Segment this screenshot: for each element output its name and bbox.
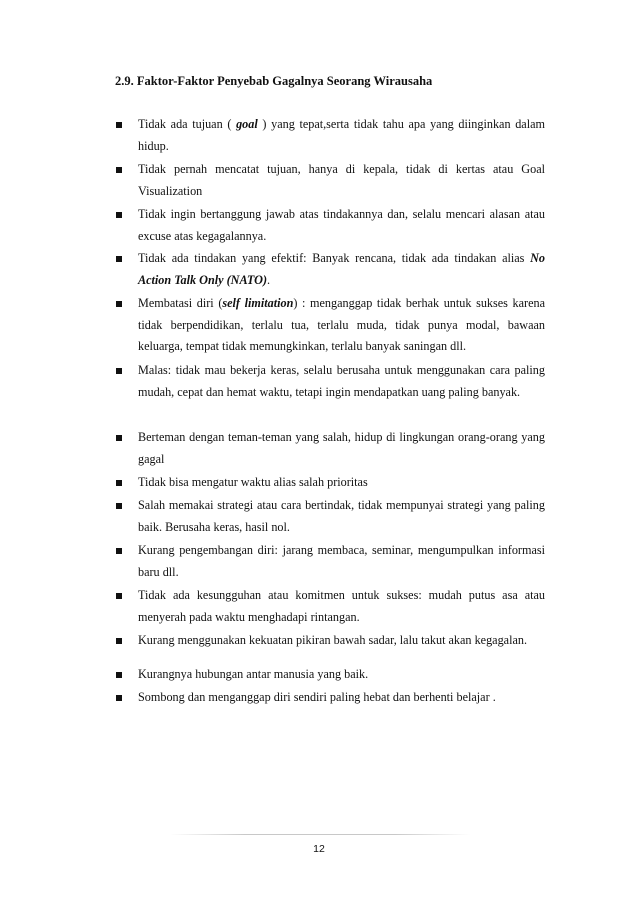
text-segment: Tidak ada tujuan ( bbox=[138, 117, 237, 131]
list-item-text bbox=[138, 114, 545, 157]
text-segment: Membatasi diri ( bbox=[138, 296, 223, 310]
list-item-text bbox=[138, 540, 545, 583]
list-item-text bbox=[138, 248, 545, 291]
square-bullet-icon bbox=[116, 638, 122, 644]
emphasis-text: self limitation bbox=[222, 296, 294, 310]
text-segment: Tidak ada tindakan yang efektif: Banyak rencana, tidak ada tindakan alias bbox=[138, 251, 531, 265]
list-item-text bbox=[138, 472, 545, 494]
list-item-text bbox=[138, 585, 545, 628]
list-item-text bbox=[138, 495, 545, 538]
list-item-text bbox=[138, 360, 545, 403]
list-item-text bbox=[138, 687, 545, 709]
emphasis-text: No Action Talk Only (NATO) bbox=[138, 251, 545, 287]
emphasis-text: goal bbox=[236, 117, 258, 131]
square-bullet-icon bbox=[116, 212, 122, 218]
text-segment: Kurang pengembangan diri: jarang membaca, seminar, mengumpulkan informasi baru dll. bbox=[138, 543, 545, 579]
square-bullet-icon bbox=[116, 672, 122, 678]
list-item-text bbox=[138, 293, 545, 358]
square-bullet-icon bbox=[116, 167, 122, 173]
text-segment: Kurang menggunakan kekuatan pikiran bawah sadar, lalu takut akan kegagalan. bbox=[138, 633, 528, 647]
text-segment: ) yang tepat,serta tidak tahu apa yang diinginkan dalam hidup. bbox=[138, 117, 545, 153]
text-segment: Tidak ingin bertanggung jawab atas tindakannya dan, selalu mencari alasan atau excuse atas kegagalannya. bbox=[138, 207, 545, 243]
square-bullet-icon bbox=[116, 368, 122, 374]
list-item-text bbox=[138, 159, 545, 202]
square-bullet-icon bbox=[116, 503, 122, 509]
square-bullet-icon bbox=[116, 122, 122, 128]
text-segment: Kurangnya hubungan antar manusia yang baik. bbox=[138, 667, 369, 681]
text-segment: Tidak bisa mengatur waktu alias salah prioritas bbox=[138, 475, 368, 489]
list-item-text bbox=[138, 664, 545, 686]
text-segment: Tidak pernah mencatat tujuan, hanya di kepala, tidak di kertas atau Goal Visualization bbox=[138, 162, 545, 198]
text-segment: Malas: tidak mau bekerja keras, selalu berusaha untuk menggunakan cara paling mudah, cepat dan hemat waktu, tetapi ingin mendapatkan uang paling banyak. bbox=[138, 363, 545, 399]
list-item-text bbox=[138, 427, 545, 470]
page-number: 12 bbox=[313, 843, 325, 855]
text-segment: Berteman dengan teman-teman yang salah, hidup di lingkungan orang-orang yang gagal bbox=[138, 430, 545, 466]
footer-divider bbox=[170, 834, 470, 835]
square-bullet-icon bbox=[116, 480, 122, 486]
square-bullet-icon bbox=[116, 301, 122, 307]
square-bullet-icon bbox=[116, 548, 122, 554]
list-item-text bbox=[138, 630, 545, 652]
list-item-text bbox=[138, 204, 545, 247]
square-bullet-icon bbox=[116, 593, 122, 599]
square-bullet-icon bbox=[116, 435, 122, 441]
text-segment: Sombong dan menganggap diri sendiri paling hebat dan berhenti belajar . bbox=[138, 690, 496, 704]
text-segment: Tidak ada kesungguhan atau komitmen untuk sukses: mudah putus asa atau menyerah pada waktu menghadapi rintangan. bbox=[138, 588, 545, 624]
text-segment: . bbox=[267, 272, 271, 287]
section-heading: 2.9. Faktor-Faktor Penyebab Gagalnya Seorang Wirausaha bbox=[115, 74, 433, 88]
square-bullet-icon bbox=[116, 256, 122, 262]
square-bullet-icon bbox=[116, 695, 122, 701]
text-segment: ) : menganggap tidak berhak untuk sukses karena tidak berpendidikan, terlalu tua, terlalu muda, tidak punya modal, bawaan keluarga, tempat tidak memungkinkan, terlalu banyak saningan dll. bbox=[138, 296, 545, 353]
text-segment: Salah memakai strategi atau cara bertindak, tidak mempunyai strategi yang paling baik. Berusaha keras, hasil nol. bbox=[138, 498, 545, 534]
